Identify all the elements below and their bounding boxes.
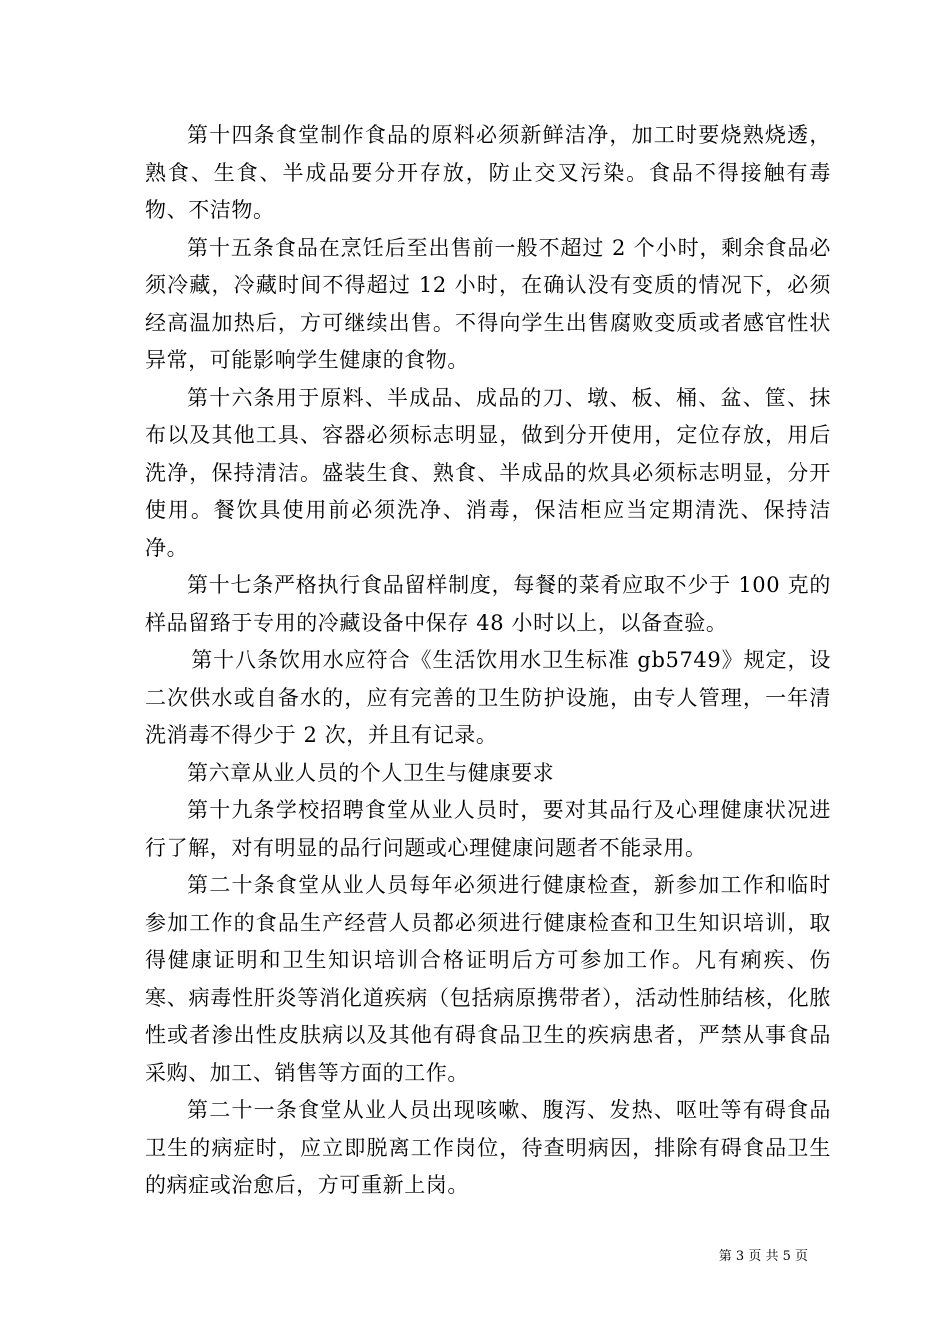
article-21-paragraph: 第二十一条食堂从业人员出现咳嗽、腹泻、发热、呕吐等有碍食品卫生的病症时，应立即脱离工作岗位，待查明病因，排除有碍食品卫生的病症或治愈后，方可重新上岗。 (145, 1098, 831, 1197)
article-18-paragraph: 第十八条饮用水应符合《生活饮用水卫生标准 gb5749》规定，设二次供水或自备水的，应有完善的卫生防护设施，由专人管理，一年清洗消毒不得少于 2 次，并且有记录。 (145, 648, 831, 747)
article-17-paragraph: 第十七条严格执行食品留样制度，每餐的菜肴应取不少于 100 克的样品留臵于专用的冷藏设备中保存 48 小时以上，以备查验。 (145, 573, 831, 635)
article-19-paragraph: 第十九条学校招聘食堂从业人员时，要对其品行及心理健康状况进行了解，对有明显的品行问题或心理健康问题者不能录用。 (145, 798, 831, 860)
article-15-paragraph: 第十五条食品在烹饪后至出售前一般不超过 2 个小时，剩余食品必须冷藏，冷藏时间不得超过 12 小时，在确认没有变质的情况下，必须经高温加热后，方可继续出售。不得向学生出售腐败变质或者感官性状异常，可能影响学生健康的食物。 (145, 235, 831, 372)
chapter-6-heading: 第六章从业人员的个人卫生与健康要求 (187, 760, 555, 785)
article-14-paragraph: 第十四条食堂制作食品的原料必须新鲜洁净，加工时要烧熟烧透，熟食、生食、半成品要分开存放，防止交叉污染。食品不得接触有毒物、不洁物。 (145, 123, 831, 222)
article-16-paragraph: 第十六条用于原料、半成品、成品的刀、墩、板、桶、盆、筐、抹布以及其他工具、容器必须标志明显，做到分开使用，定位存放，用后洗净，保持清洁。盛装生食、熟食、半成品的炊具必须标志明显，分开使用。餐饮具使用前必须洗净、消毒，保洁柜应当定期清洗、保持洁净。 (145, 385, 831, 560)
article-20-paragraph: 第二十条食堂从业人员每年必须进行健康检查，新参加工作和临时参加工作的食品生产经营人员都必须进行健康检查和卫生知识培训，取得健康证明和卫生知识培训合格证明后方可参加工作。凡有痢疾、伤寒、病毒性肝炎等消化道疾病（包括病原携带者），活动性肺结核，化脓性或者渗出性皮肤病以及其他有碍食品卫生的疾病患者，严禁从事食品采购、加工、销售等方面的工作。 (145, 873, 831, 1085)
page-number-footer: 第 3 页 共 5 页 (718, 1249, 808, 1264)
document-body (145, 117, 831, 1205)
